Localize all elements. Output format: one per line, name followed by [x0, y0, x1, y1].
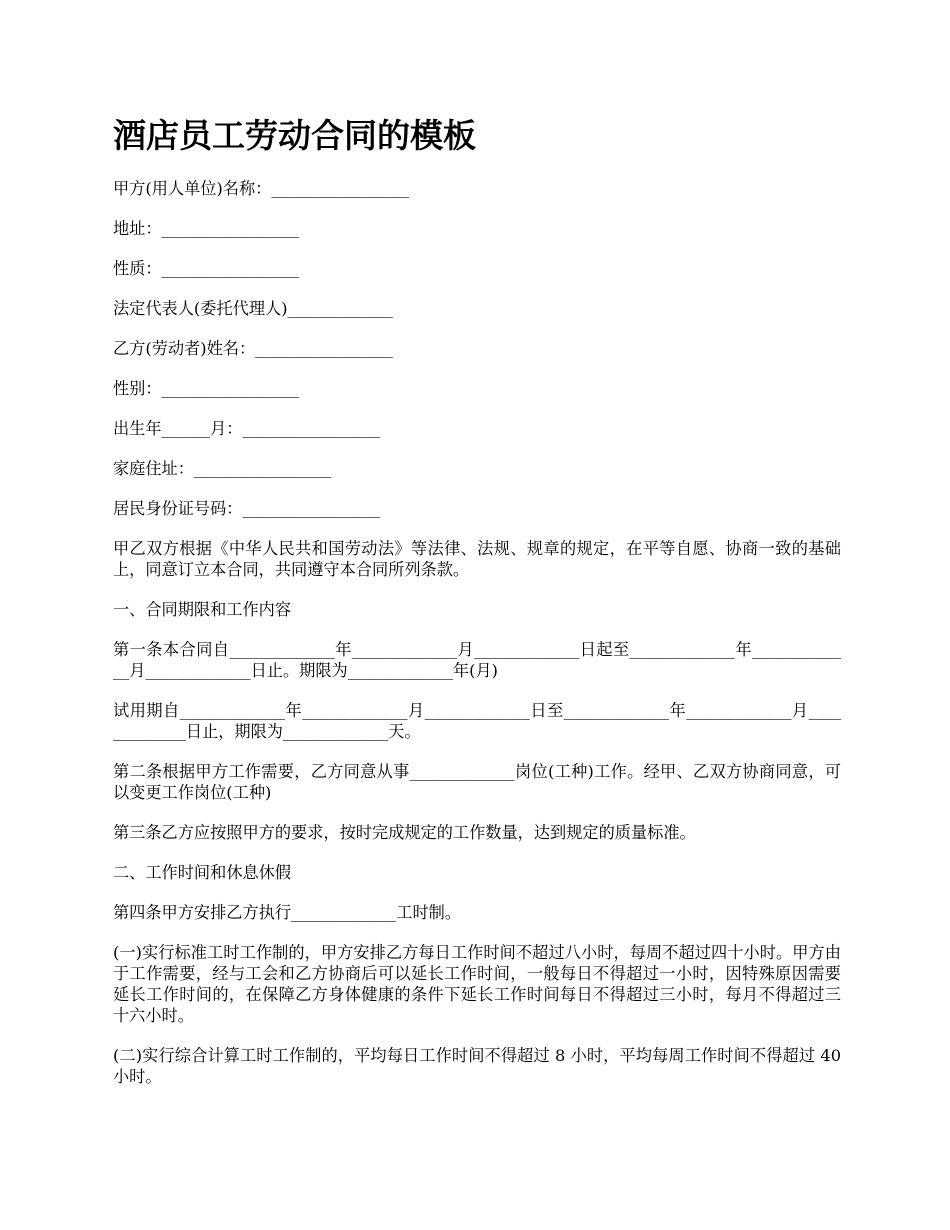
section-heading-working-hours: 二、工作时间和休息休假	[113, 863, 292, 882]
field-birth-date: 出生年______月：_________________	[113, 419, 381, 438]
field-employer-name: 甲方(用人单位)名称：_________________	[113, 179, 409, 198]
field-address: 地址：_________________	[113, 219, 300, 238]
standard-hours-paragraph: (一)实行标准工时工作制的，甲方安排乙方每日工作时间不超过八小时，每周不超过四十小时。甲方由于工作需要，经与工会和乙方协商后可以延长工作时间，一般每日不得超过一小时，因特殊原因需要延长工作时间的，在保障乙方身体健康的条件下延长工作时间每日不得超过三小时，每月不得超过三十六小时。	[113, 943, 841, 1025]
field-id-number: 居民身份证号码：_________________	[113, 499, 381, 518]
field-employee-name: 乙方(劳动者)姓名：_________________	[113, 339, 393, 358]
preamble-paragraph: 甲乙双方根据《中华人民共和国劳动法》等法律、法规、规章的规定，在平等自愿、协商一致的基础上，同意订立本合同，共同遵守本合同所列条款。	[113, 539, 841, 579]
document-page	[113, 112, 847, 1106]
probation-paragraph: 试用期自_____________年_____________月_____________日至_____________年_____________月_____________日止，期限为_____________天。	[113, 701, 841, 741]
field-gender: 性别：_________________	[113, 379, 300, 398]
article-4-paragraph: 第四条甲方安排乙方执行_____________工时制。	[113, 903, 462, 922]
field-home-address: 家庭住址：_________________	[113, 459, 332, 478]
article-3-paragraph: 第三条乙方应按照甲方的要求，按时完成规定的工作数量，达到规定的质量标准。	[113, 823, 696, 842]
section-heading-contract-term: 一、合同期限和工作内容	[113, 600, 292, 619]
field-nature: 性质：_________________	[113, 259, 300, 278]
field-legal-representative: 法定代表人(委托代理人)_____________	[113, 299, 393, 318]
document-title: 酒店员工劳动合同的模板	[113, 116, 476, 155]
comprehensive-hours-paragraph: (二)实行综合计算工时工作制的，平均每日工作时间不得超过 8 小时，平均每周工作时间不得超过 40 小时。	[113, 1046, 847, 1086]
article-2-paragraph: 第二条根据甲方工作需要，乙方同意从事_____________岗位(工种)工作。经甲、乙双方协商同意，可以变更工作岗位(工种)	[113, 762, 841, 802]
article-1-paragraph: 第一条本合同自_____________年_____________月_____________日起至_____________年_____________月_____________日止。期限为_____________年(月)	[113, 640, 841, 680]
